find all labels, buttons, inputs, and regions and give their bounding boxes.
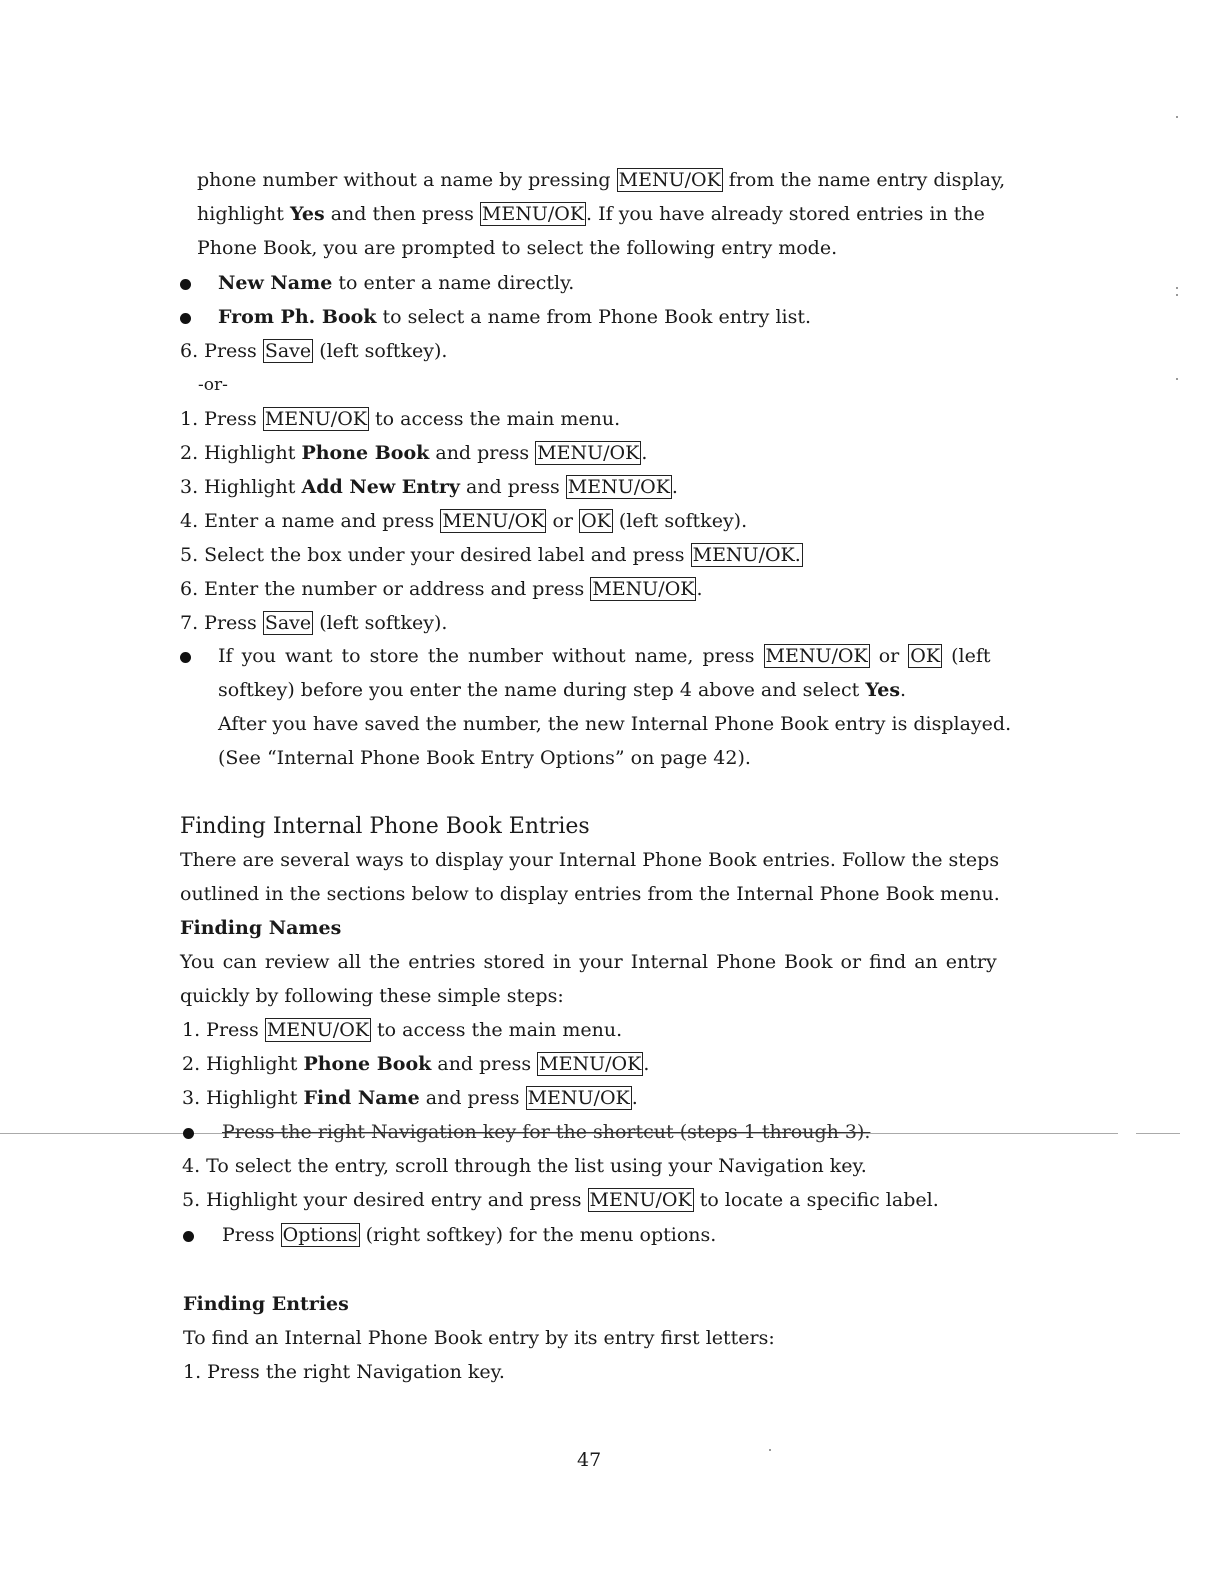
- menu-ok-key: MENU/OK: [442, 510, 545, 532]
- scan-speck: [1176, 378, 1178, 380]
- ok-key: OK: [581, 510, 611, 532]
- text-line: Phone Book, you are prompted to select the following entry mode.: [197, 237, 838, 259]
- paragraph-line: To find an Internal Phone Book entry by its entry first letters:: [183, 1327, 775, 1349]
- note-line: After you have saved the number, the new Internal Phone Book entry is displayed.: [218, 713, 1012, 735]
- scan-speck: [1176, 287, 1178, 289]
- subheading: Finding Entries: [183, 1293, 349, 1315]
- paragraph-line: There are several ways to display your Internal Phone Book entries. Follow the steps: [180, 849, 1000, 871]
- step-line: 3. Highlight Add New Entry and press MENU/OK .: [180, 476, 678, 498]
- step-line: 2. Highlight Phone Book and press MENU/OK .: [180, 442, 648, 464]
- text-line: phone number without a name by pressing MENU/OK from the name entry display,: [197, 169, 1006, 191]
- menu-ok-key: MENU/OK.: [692, 544, 801, 566]
- bullet-icon: [180, 279, 191, 290]
- bullet-item: New Name to enter a name directly.: [218, 272, 575, 294]
- text-line: highlight Yes and then press MENU/OK . If you have already stored entries in the: [197, 203, 985, 225]
- step-line: 1. Press MENU/OK to access the main menu.: [180, 408, 621, 430]
- note-line: softkey) before you enter the name during step 4 above and select Yes.: [218, 679, 907, 701]
- options-key: Options: [282, 1224, 358, 1246]
- step-line: 4. Enter a name and press MENU/OK or OK (left softkey).: [180, 510, 748, 532]
- step-line: 4. To select the entry, scroll through the list using your Navigation key.: [182, 1155, 867, 1177]
- menu-ok-key: MENU/OK: [592, 578, 695, 600]
- paragraph-line: outlined in the sections below to display entries from the Internal Phone Book menu.: [180, 883, 1000, 905]
- bullet-icon: [183, 1128, 194, 1139]
- section-heading: Finding Internal Phone Book Entries: [180, 814, 590, 839]
- or-separator: -or-: [198, 375, 228, 395]
- paragraph-line: You can review all the entries stored in your Internal Phone Book or find an entry: [180, 951, 997, 973]
- note-line: If you want to store the number without name, press MENU/OK or OK (left: [218, 645, 991, 667]
- bullet-icon: [180, 313, 191, 324]
- menu-ok-key: MENU/OK: [266, 1019, 369, 1041]
- step-line: 1. Press the right Navigation key.: [183, 1361, 505, 1383]
- menu-ok-key: MENU/OK: [264, 408, 367, 430]
- save-key: Save: [264, 612, 312, 634]
- ok-key: OK: [910, 645, 941, 667]
- menu-ok-key: MENU/OK: [618, 169, 721, 191]
- menu-ok-key: MENU/OK: [567, 476, 670, 498]
- menu-ok-key: MENU/OK: [539, 1053, 642, 1075]
- scan-speck: [1176, 294, 1178, 296]
- bullet-icon: [180, 652, 191, 663]
- bullet-icon: [183, 1231, 194, 1242]
- step-line: 2. Highlight Phone Book and press MENU/OK .: [182, 1053, 650, 1075]
- step-line: 6. Enter the number or address and press MENU/OK .: [180, 578, 703, 600]
- scan-speck: [1176, 116, 1178, 118]
- menu-ok-key: MENU/OK: [589, 1189, 692, 1211]
- note-line: (See “Internal Phone Book Entry Options” on page 42).: [218, 747, 751, 769]
- bullet-item: Press Options (right softkey) for the menu options.: [222, 1224, 717, 1246]
- step-line: 7. Press Save (left softkey).: [180, 612, 448, 634]
- scan-speck: [769, 1449, 771, 1451]
- struck-line: Press the right Navigation key for the shortcut (steps 1 through 3).: [222, 1121, 871, 1143]
- menu-ok-key: MENU/OK: [765, 645, 868, 667]
- step-line: 1. Press MENU/OK to access the main menu.: [182, 1019, 623, 1041]
- bullet-item: From Ph. Book to select a name from Phone Book entry list.: [218, 306, 812, 328]
- step-line: 5. Highlight your desired entry and press MENU/OK to locate a specific label.: [182, 1189, 939, 1211]
- menu-ok-key: MENU/OK: [537, 442, 640, 464]
- save-key: Save: [264, 340, 312, 362]
- page-number: 47: [577, 1449, 602, 1471]
- step-line: 5. Select the box under your desired label and press MENU/OK.: [180, 544, 801, 566]
- menu-ok-key: MENU/OK: [527, 1087, 630, 1109]
- step-line: 3. Highlight Find Name and press MENU/OK .: [182, 1087, 638, 1109]
- paragraph-line: quickly by following these simple steps:: [180, 985, 564, 1007]
- scan-line: [1136, 1133, 1180, 1134]
- step-line: 6. Press Save (left softkey).: [180, 340, 448, 362]
- subheading: Finding Names: [180, 917, 342, 939]
- menu-ok-key: MENU/OK: [481, 203, 585, 225]
